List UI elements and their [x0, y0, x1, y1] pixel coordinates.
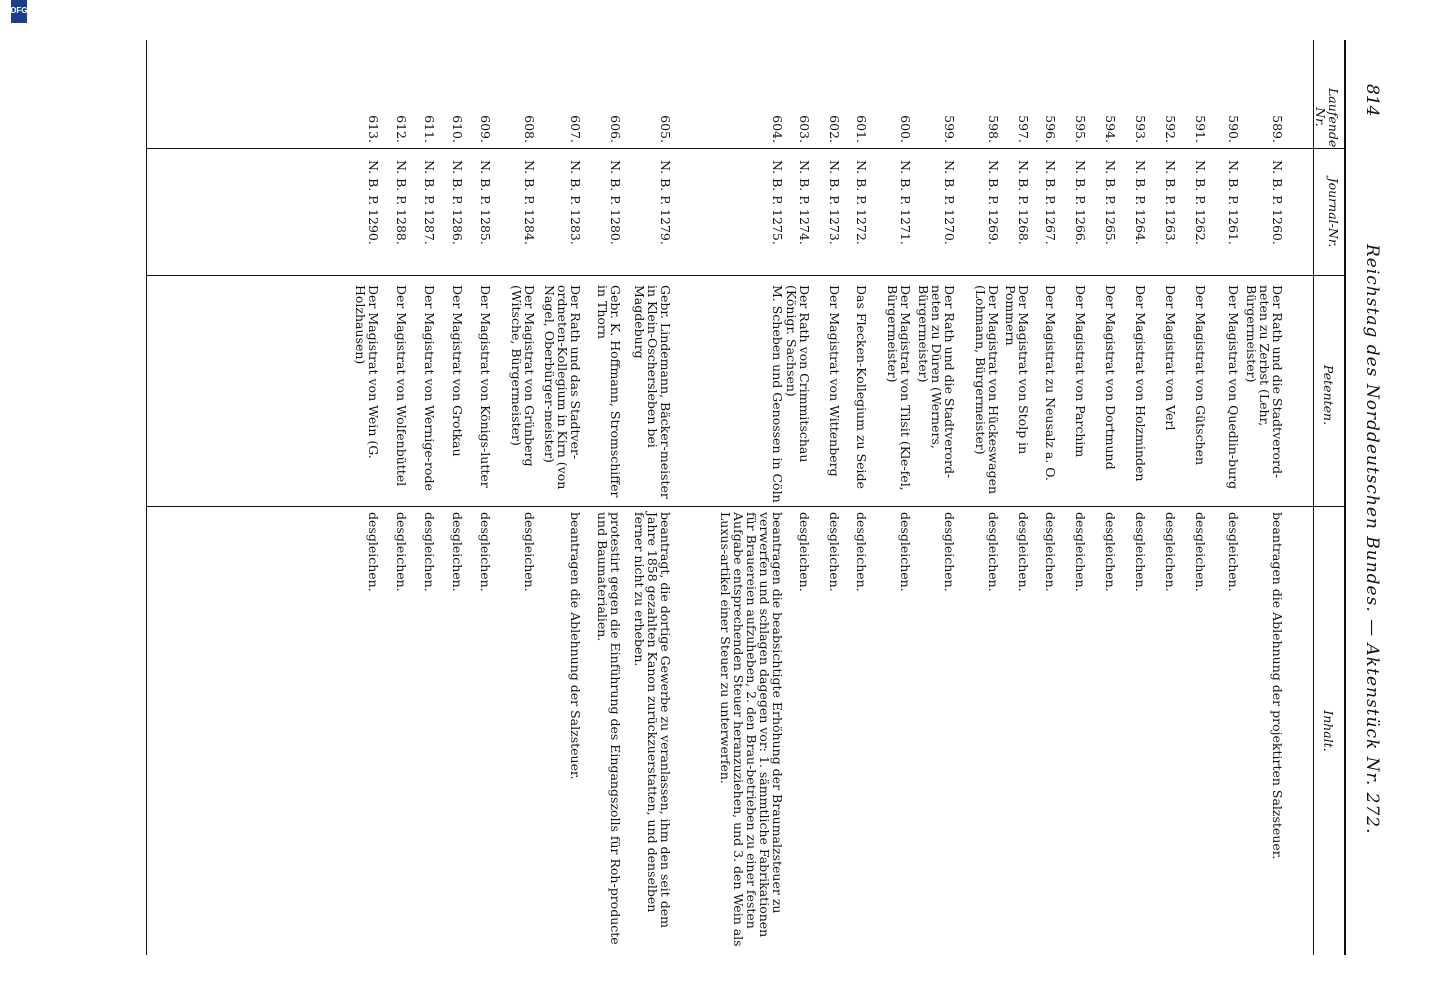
row-inhalt: desgleichen.	[942, 512, 957, 592]
row-laufende-nr: 607.	[568, 115, 583, 143]
row-inhalt: desgleichen.	[450, 512, 465, 592]
row-petent: Der Magistrat von Grotkau	[450, 285, 465, 457]
row-petent: Der Magistrat von Holzminden	[1133, 285, 1148, 482]
row-petent: Der Magistrat von Wein (G. Holzhausen)	[353, 285, 381, 459]
row-laufende-nr: 611.	[422, 115, 437, 143]
row-laufende-nr: 612.	[394, 115, 409, 143]
row-laufende-nr: 598.	[986, 115, 1001, 143]
row-laufende-nr: 592.	[1163, 115, 1178, 143]
row-petent: M. Scheben und Genossen in Cöln	[770, 285, 785, 503]
row-journal-nr: N. B. P. 1261.	[1226, 160, 1241, 245]
row-journal-nr: N. B. P. 1279.	[658, 160, 673, 245]
row-petent: Der Magistrat von Wolfenbüttel	[394, 285, 409, 487]
row-inhalt: beantragt, die dortige Gewerbe zu veranlassen, ihm den seit dem Jahre 1858 gezahlten Kanon zurückzuerstatten, und denselben ferner nicht zu erheben.	[632, 512, 673, 928]
row-inhalt: desgleichen.	[1073, 512, 1088, 592]
row-journal-nr: N. B. P. 1273.	[827, 160, 842, 245]
row-petent: Der Magistrat von Wittenberg	[827, 285, 842, 477]
row-journal-nr: N. B. P. 1283.	[568, 160, 583, 245]
row-inhalt: desgleichen.	[394, 512, 409, 592]
row-laufende-nr: 600.	[898, 115, 913, 143]
row-journal-nr: N. B. P. 1288.	[394, 160, 409, 245]
row-petent: Der Magistrat von Gütschen	[1193, 285, 1208, 466]
row-petent: Der Rath und die Stadtverord-neten zu Zerbst (Lehr, Bürgermeister)	[1244, 285, 1285, 479]
row-journal-nr: N. B. P. 1275.	[770, 160, 785, 245]
table-row	[960, 0, 1000, 1000]
row-inhalt: desgleichen.	[1193, 512, 1208, 592]
row-laufende-nr: 599.	[942, 115, 957, 143]
row-inhalt: desgleichen.	[366, 512, 381, 592]
table-row	[916, 0, 956, 1000]
row-laufende-nr: 591.	[1193, 115, 1208, 143]
row-laufende-nr: 595.	[1073, 115, 1088, 143]
row-laufende-nr: 589.	[1270, 115, 1285, 143]
row-petent: Der Rath und das Stadtver-ordneten-Kollegium in Kirn (von Nagel, Oberbürger-meister)	[542, 285, 583, 490]
row-inhalt: protestirt gegen die Einführung des Eingangszolls für Roh-producte und Baumaterialien.	[595, 512, 623, 945]
row-inhalt: desgleichen.	[1226, 512, 1241, 592]
table-row	[632, 0, 672, 1000]
row-petent: Der Rath von Crimmitschau (Königr. Sachsen)	[784, 285, 812, 463]
row-petent: Der Magistrat von Dortmund	[1103, 285, 1118, 470]
row-inhalt: beantragen die Ablehnung der projektirten Salzsteuer.	[1270, 512, 1285, 860]
row-laufende-nr: 590.	[1226, 115, 1241, 143]
row-laufende-nr: 610.	[450, 115, 465, 143]
row-laufende-nr: 601.	[854, 115, 869, 143]
column-header-journal: Journal-Nr.	[1326, 177, 1341, 248]
row-laufende-nr: 594.	[1103, 115, 1118, 143]
row-inhalt: desgleichen.	[898, 512, 913, 592]
row-petent: Der Magistrat von Quedlin-burg	[1226, 285, 1241, 490]
header-bottom-rule	[1313, 40, 1314, 955]
row-petent: Der Magistrat von Königs-lutter	[478, 285, 493, 488]
row-journal-nr: N. B. P. 1268.	[1016, 160, 1031, 245]
row-petent: Gebr. Lindemann, Bäcker-meister in Klein-Oschersleben bei Magdeburg	[632, 285, 673, 499]
row-journal-nr: N. B. P. 1267.	[1043, 160, 1058, 245]
row-journal-nr: N. B. P. 1290.	[366, 160, 381, 245]
row-inhalt: desgleichen.	[1163, 512, 1178, 592]
row-petent: Der Magistrat von Tilsit (Kle-fel, Bürgermeister)	[885, 285, 913, 491]
row-laufende-nr: 593.	[1133, 115, 1148, 143]
row-journal-nr: N. B. P. 1266.	[1073, 160, 1088, 245]
row-laufende-nr: 602.	[827, 115, 842, 143]
row-journal-nr: N. B. P. 1285.	[478, 160, 493, 245]
table-row	[340, 0, 380, 1000]
row-inhalt: beantragen die Ablehnung der Salzsteuer.	[568, 512, 583, 780]
column-header-laufende: Laufende Nr.	[1313, 88, 1341, 148]
row-petent: Der Magistrat von Hückeswagen (Lohmann, Bürgermeister)	[973, 285, 1001, 495]
row-journal-nr: N. B. P. 1263.	[1163, 160, 1178, 245]
row-journal-nr: N. B. P. 1280.	[608, 160, 623, 245]
row-petent: Der Magistrat von Grünberg (Witsche, Bürgermeister)	[509, 285, 537, 467]
row-inhalt: desgleichen.	[422, 512, 437, 592]
row-laufende-nr: 596.	[1043, 115, 1058, 143]
dfg-logo: DFG	[11, 0, 27, 23]
row-journal-nr: N. B. P. 1265.	[1103, 160, 1118, 245]
column-header-inhalt: Inhalt.	[1321, 710, 1336, 752]
row-inhalt: desgleichen.	[827, 512, 842, 592]
row-journal-nr: N. B. P. 1271.	[898, 160, 913, 245]
row-inhalt: desgleichen.	[478, 512, 493, 592]
header-top-rule	[1344, 40, 1346, 955]
row-inhalt: desgleichen.	[797, 512, 812, 592]
row-petent: Der Magistrat von Parchim	[1073, 285, 1088, 458]
running-title: Reichstag des Norddeutschen Bundes. — Aktenstück Nr. 272.	[1362, 244, 1382, 835]
row-inhalt: beantragen die beabsichtigte Erhöhung der Braumalzsteuer zu verwerfen und schlagen dagegen vor: 1. sämmtliche Fabrikationen für Brauereien aufzuheben, 2. den Brau-betrieben zu einer festen Aufgabe entsprechenden Steuer heranzuziehen, und 3. den Wein als Luxus-artikel einer Steuer zu unterwerfen.	[718, 512, 785, 947]
row-journal-nr: N. B. P. 1262.	[1193, 160, 1208, 245]
column-header-petenten: Petenten.	[1321, 364, 1336, 426]
row-journal-nr: N. B. P. 1269.	[986, 160, 1001, 245]
row-inhalt: desgleichen.	[1103, 512, 1118, 592]
row-inhalt: desgleichen.	[1016, 512, 1031, 592]
row-petent: Der Magistrat von Wernige-rode	[422, 285, 437, 491]
row-journal-nr: N. B. P. 1264.	[1133, 160, 1148, 245]
row-journal-nr: N. B. P. 1274.	[797, 160, 812, 245]
row-inhalt: desgleichen.	[522, 512, 537, 592]
row-journal-nr: N. B. P. 1272.	[854, 160, 869, 245]
table-row	[1244, 0, 1284, 1000]
row-journal-nr: N. B. P. 1286.	[450, 160, 465, 245]
row-laufende-nr: 605.	[658, 115, 673, 143]
row-petent: Gebr. K. Hoffmann, Stromschiffer in Thorn	[595, 285, 623, 498]
table-row	[582, 0, 622, 1000]
row-journal-nr: N. B. P. 1260.	[1270, 160, 1285, 245]
row-laufende-nr: 608.	[522, 115, 537, 143]
row-petent: Der Magistrat von Verl	[1163, 285, 1178, 431]
row-inhalt: desgleichen.	[986, 512, 1001, 592]
row-journal-nr: N. B. P. 1270.	[942, 160, 957, 245]
row-petent: Der Rath und die Stadtverord-neten zu Düren (Werners, Bürgermeister)	[916, 285, 957, 479]
table-row	[718, 0, 785, 1000]
row-laufende-nr: 603.	[797, 115, 812, 143]
row-laufende-nr: 606.	[608, 115, 623, 143]
row-petent: Der Magistrat von Stolp in Pommern	[1003, 285, 1031, 455]
table-row	[872, 0, 912, 1000]
row-laufende-nr: 604.	[770, 115, 785, 143]
running-header	[1358, 84, 1382, 974]
row-journal-nr: N. B. P. 1284.	[522, 160, 537, 245]
row-laufende-nr: 613.	[366, 115, 381, 143]
row-petent: Das Flecken-Kollegium zu Seide	[854, 285, 869, 489]
row-laufende-nr: 609.	[478, 115, 493, 143]
table-row	[542, 0, 582, 1000]
row-laufende-nr: 597.	[1016, 115, 1031, 143]
row-inhalt: desgleichen.	[854, 512, 869, 592]
row-journal-nr: N. B. P. 1287.	[422, 160, 437, 245]
row-inhalt: desgleichen.	[1133, 512, 1148, 592]
table-bottom-rule	[146, 40, 147, 955]
row-petent: Der Magistrat zu Neusalz a. O.	[1043, 285, 1058, 481]
page-number: 814	[1362, 84, 1382, 117]
table-row	[496, 0, 536, 1000]
row-inhalt: desgleichen.	[1043, 512, 1058, 592]
